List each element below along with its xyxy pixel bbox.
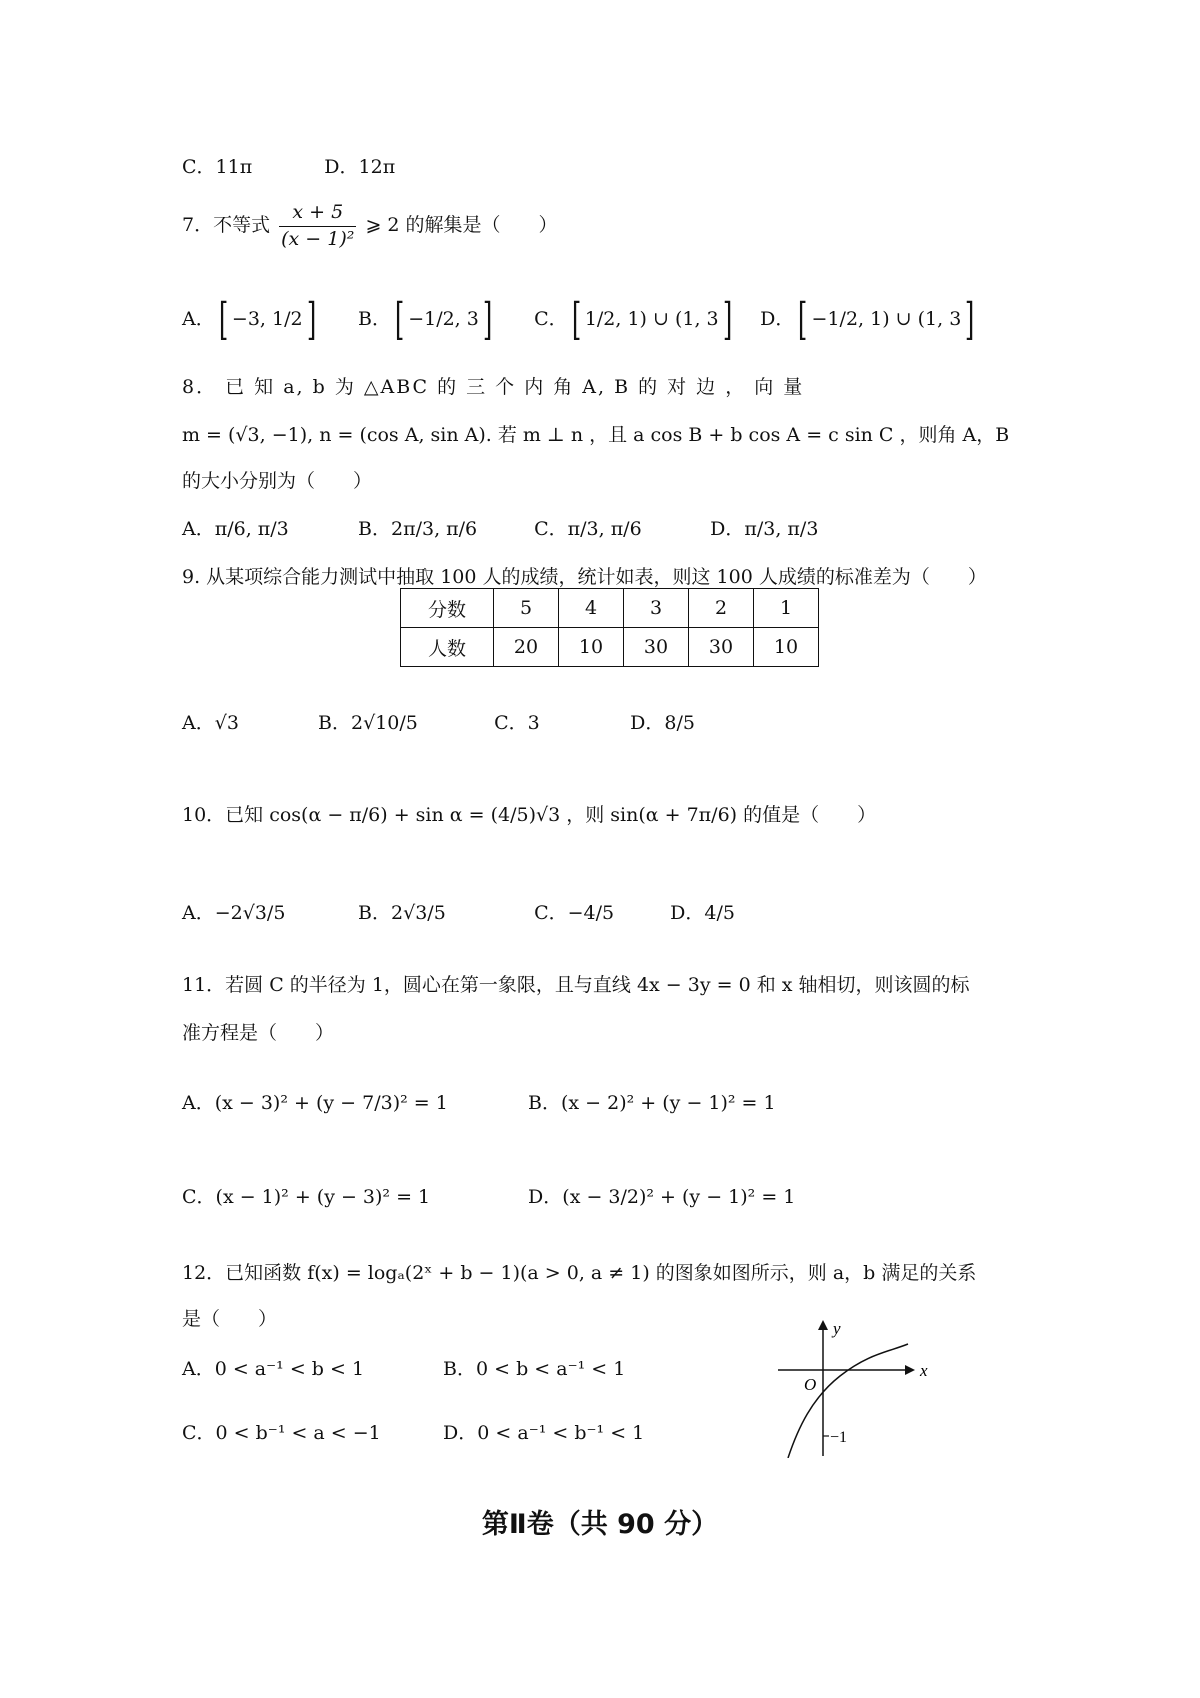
q11-line1: 11．若圆 C 的半径为 1，圆心在第一象限，且与直线 4x − 3y = 0 和 x 轴相切，则该圆的标 [182,974,970,996]
table-cell: 10 [754,628,819,667]
table-row [401,589,819,628]
q9-option-a: A．√3 [182,712,239,734]
q8-options [182,514,818,541]
table-row [401,628,819,667]
q10-option-d: D．4/5 [670,902,735,924]
table-cell: 4 [559,589,624,628]
q7-option-a-label: A． [182,308,215,330]
q12-line1: 12．已知函数 f(x) = logₐ(2ˣ + b − 1)(a > 0, a ≠ 1) 的图象如图所示，则 a，b 满足的关系 [182,1262,977,1284]
q8-option-d: D．π/3, π/3 [710,518,819,540]
q9-option-c: C．3 [494,712,540,734]
table-cell: 3 [624,589,689,628]
q7-denominator: (x − 1)² [281,227,355,250]
q7-option-c-label: C． [534,308,568,330]
q9-score-table [400,588,819,667]
origin-label: O [804,1375,817,1394]
q7-option-d: D．[ −1/2, 1) ∪ (1, 3] [760,294,975,345]
table-cell: 5 [494,589,559,628]
table-row-label: 分数 [401,589,494,628]
q12-function-graph [770,1318,950,1458]
q8-line2: m = (√3, −1), n = (cos A, sin A). 若 m ⊥ n ，且 a cos B + b cos A = c sin C ，则角 A，B [182,424,1010,446]
q6-options [182,152,395,179]
q7-option-b-label: B． [358,308,392,330]
x-axis-arrow-icon [905,1365,915,1375]
q7-option-a: A．[ −3, 1/2] [182,294,316,345]
q10-option-c: C．−4/5 [534,902,615,924]
q6-option-d: D．12π [324,156,396,178]
q6-option-c: C．11π [182,156,253,178]
q12-options-row2 [182,1418,644,1445]
q7-stem [182,200,558,252]
q7-prefix: 7．不等式 [182,214,271,237]
q12-option-c: C．0 < b⁻¹ < a < −1 [182,1422,381,1444]
q8-line3: 的大小分别为（ ） [182,470,373,492]
section-title: 第Ⅱ卷（共 90 分） [481,1509,719,1540]
q11-option-c: C．(x − 1)² + (y − 3)² = 1 [182,1186,431,1208]
y-axis-label: y [833,1319,841,1338]
table-cell: 1 [754,589,819,628]
q9-stem: 9. 从某项综合能力测试中抽取 100 人的成绩，统计如表，则这 100 人成绩的标准差为（ ） [182,566,987,588]
q9-option-b: B．2√10/5 [318,712,418,734]
q10-stem: 10．已知 cos(α − π/6) + sin α = (4/5)√3 ，则 sin(α + 7π/6) 的值是（ ） [182,804,877,826]
q8-option-a: A．π/6, π/3 [182,518,289,540]
q7-option-d-value: −1/2, 1) ∪ (1, 3 [811,308,962,330]
q11-option-a: A．(x − 3)² + (y − 7/3)² = 1 [182,1092,448,1114]
table-cell: 30 [689,628,754,667]
q7-fraction [279,200,356,252]
q11-options-row1 [182,1088,776,1115]
table-cell: 2 [689,589,754,628]
q12-line2: 是（ ） [182,1308,278,1330]
q7-option-a-value: −3, 1/2 [231,308,303,330]
q9-options [182,708,695,735]
q11-line2: 准方程是（ ） [182,1022,335,1044]
q10-option-b: B．2√3/5 [358,902,446,924]
q12-option-a: A．0 < a⁻¹ < b < 1 [182,1358,365,1380]
q7-option-d-label: D． [760,308,795,330]
x-axis-label: x [920,1361,928,1380]
q12-options-row1 [182,1354,625,1381]
log-curve [788,1344,908,1458]
tick-label: −1 [830,1429,848,1446]
q11-options-row2 [182,1182,795,1209]
q11-option-b: B．(x − 2)² + (y − 1)² = 1 [528,1092,776,1114]
table-cell: 20 [494,628,559,667]
table-cell: 10 [559,628,624,667]
q12-option-d: D．0 < a⁻¹ < b⁻¹ < 1 [443,1422,645,1444]
q7-options [182,294,978,345]
q9-option-d: D．8/5 [630,712,695,734]
q12-option-b: B．0 < b < a⁻¹ < 1 [443,1358,626,1380]
q7-option-c: C．[ 1/2, 1) ∪ (1, 3] [534,294,732,345]
q11-option-d: D．(x − 3/2)² + (y − 1)² = 1 [528,1186,796,1208]
q7-option-c-value: 1/2, 1) ∪ (1, 3 [584,308,719,330]
table-row-label: 人数 [401,628,494,667]
q10-options [182,898,735,925]
q8-option-c: C．π/3, π/6 [534,518,642,540]
q7-suffix: ⩾ 2 的解集是（ ） [365,214,558,237]
q8-line1: 8． 已 知 a, b 为 △ABC 的 三 个 内 角 A, B 的 对 边 ， 向 量 [182,376,805,398]
table-cell: 30 [624,628,689,667]
q7-option-b: B．[ −1/2, 3] [358,294,493,345]
q8-option-b: B．2π/3, π/6 [358,518,478,540]
y-axis-arrow-icon [818,1320,828,1330]
q10-option-a: A．−2√3/5 [182,902,286,924]
q7-option-b-value: −1/2, 3 [408,308,479,330]
q7-numerator: x + 5 [279,200,356,227]
